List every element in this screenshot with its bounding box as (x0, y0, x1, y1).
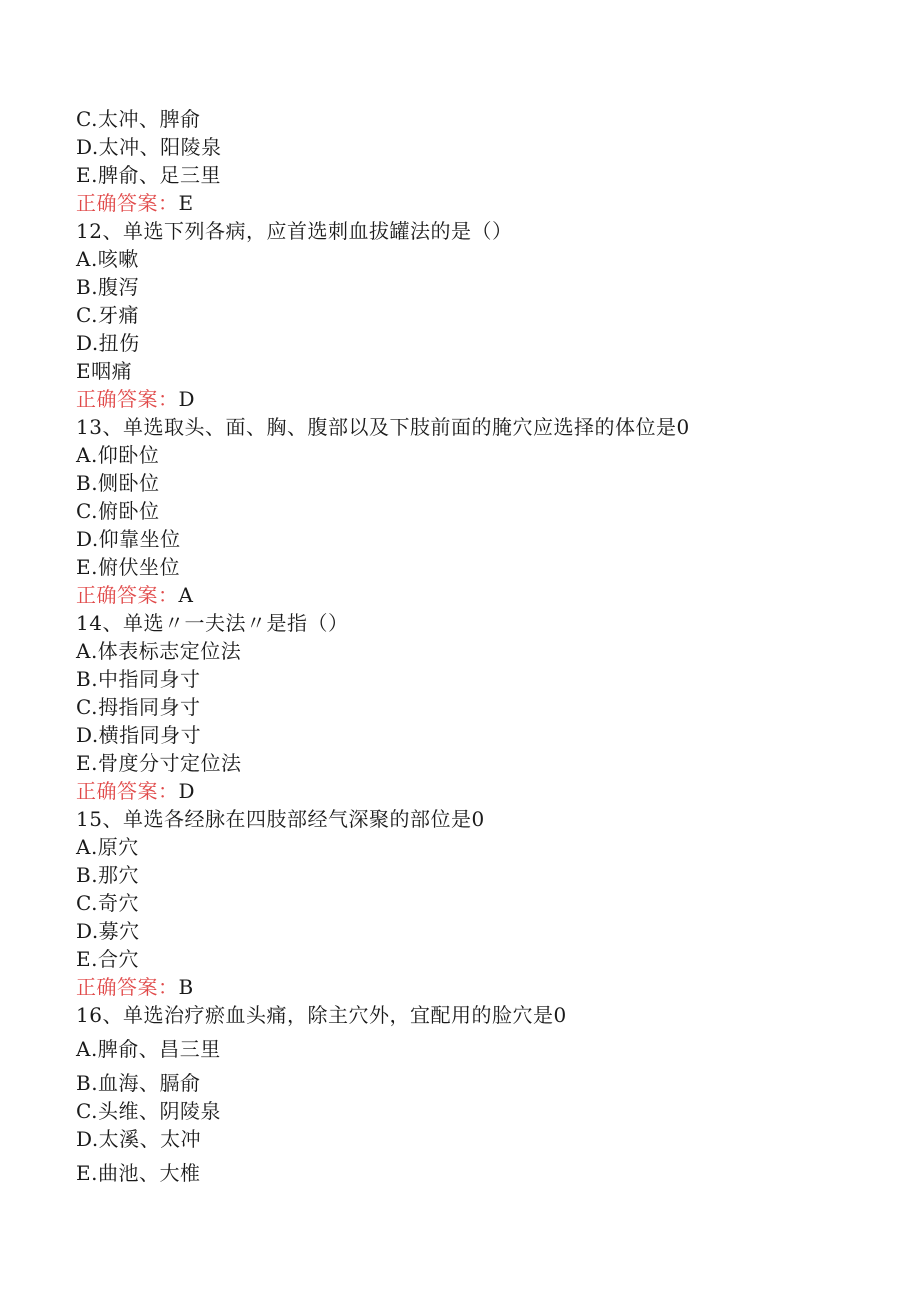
option-line: C.牙痛 (76, 303, 139, 327)
option-line: B.侧卧位 (76, 471, 160, 495)
answer-line (76, 973, 876, 1001)
answer-line (76, 189, 876, 217)
option-line: A.仰卧位 (76, 443, 160, 467)
option-line: B.那穴 (76, 863, 140, 887)
option-line: C.奇穴 (76, 891, 139, 915)
option-line: C.俯卧位 (76, 499, 160, 523)
answer-label: 正确答案： (76, 583, 179, 607)
question-line: 16、单选治疗瘀血头痛，除主穴外，宜配用的脸穴是0 (76, 1003, 567, 1027)
answer-line (76, 777, 876, 805)
option-line: C.拇指同身寸 (76, 695, 201, 719)
answer-label: 正确答案： (76, 779, 179, 803)
answer-line (76, 385, 876, 413)
question-line: 15、单选各经脉在四肢部经气深聚的部位是0 (76, 807, 485, 831)
option-line: D.扭伤 (76, 331, 140, 355)
option-line: A.体表标志定位法 (76, 639, 242, 663)
option-line: E.脾俞、足三里 (76, 163, 221, 187)
option-line: B.腹泻 (76, 275, 140, 299)
option-line: B.中指同身寸 (76, 667, 201, 691)
question-line: 12、单选下列各病，应首选刺血拔罐法的是（） (76, 219, 513, 243)
option-line: E.骨度分寸定位法 (76, 751, 242, 775)
answer-value: B (178, 975, 194, 999)
option-line: E.曲池、大椎 (76, 1161, 201, 1185)
answer-value: E (178, 191, 194, 215)
option-line: A.原穴 (76, 835, 139, 859)
answer-label: 正确答案： (76, 191, 179, 215)
option-line: C.太冲、脾俞 (76, 107, 201, 131)
question-line: 13、单选取头、面、胸、腹部以及下肢前面的腌穴应选择的体位是0 (76, 415, 690, 439)
option-line: A.咳嗽 (76, 247, 139, 271)
option-line: E.合穴 (76, 947, 139, 971)
answer-value: D (178, 387, 196, 411)
option-line: A.脾俞、昌三里 (76, 1037, 221, 1061)
option-line: D.太溪、太冲 (76, 1127, 202, 1151)
document-page (76, 105, 876, 1187)
option-line: B.血海、膈俞 (76, 1071, 201, 1095)
option-line: E咽痛 (76, 359, 133, 383)
option-line: D.仰靠坐位 (76, 527, 181, 551)
answer-line (76, 581, 876, 609)
answer-label: 正确答案： (76, 387, 179, 411)
question-line: 14、单选〃一夫法〃是指（） (76, 611, 349, 635)
answer-value: A (178, 583, 194, 607)
option-line: C.头维、阴陵泉 (76, 1099, 221, 1123)
option-line: E.俯伏坐位 (76, 555, 180, 579)
option-line: D.募穴 (76, 919, 140, 943)
option-line: D.横指同身寸 (76, 723, 202, 747)
option-line: D.太冲、阳陵泉 (76, 135, 222, 159)
answer-label: 正确答案： (76, 975, 179, 999)
answer-value: D (178, 779, 196, 803)
